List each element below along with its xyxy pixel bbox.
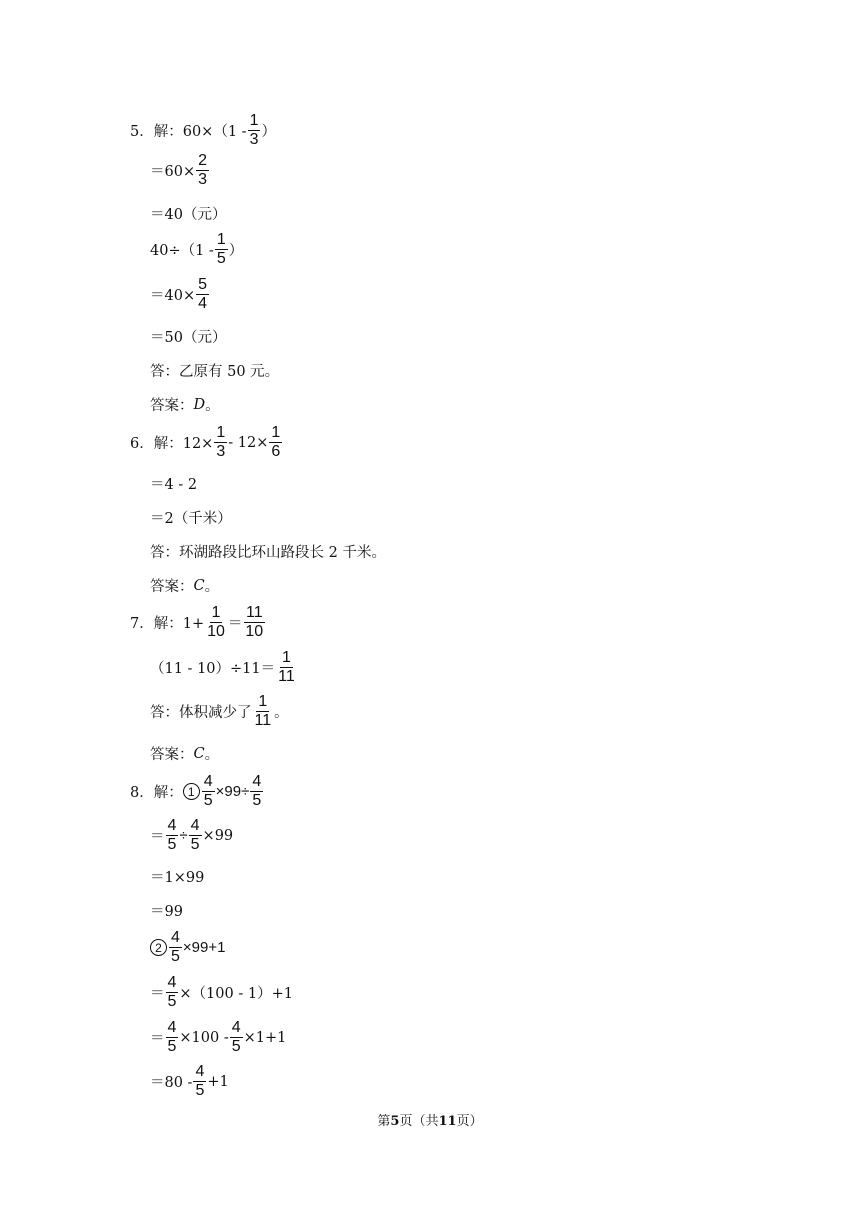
sol8-line7: ＝ $\frac{4}{5}$ ×100 - $\frac{4}{5}$ ×1+1 xyxy=(150,1019,287,1055)
sol6-answer: 答：环湖路段比环山路段长 2 千米。 xyxy=(150,545,386,561)
sol5-choice: 答案： D 。 xyxy=(150,396,220,414)
sol5-line4: 40÷（1 - $\frac{1}{5}$ ） xyxy=(150,231,244,267)
sol8-line1: 8．解： 1 $\frac{4}{5}$ ×99÷ $\frac{4}{5}$ xyxy=(130,773,262,809)
sol5-line5: ＝40× $\frac{5}{4}$ xyxy=(150,276,208,312)
fraction: $\frac{4}{5}$ xyxy=(167,817,177,853)
fraction: $\frac{2}{3}$ xyxy=(198,152,208,188)
circled-number-1: 1 xyxy=(183,783,200,800)
fraction: $\frac{4}{5}$ xyxy=(171,929,180,965)
sol6-choice: 答案： C 。 xyxy=(150,577,220,595)
sol5-answer: 答：乙原有 50 元。 xyxy=(150,364,280,380)
sol5-line2: ＝60× $\frac{2}{3}$ xyxy=(150,152,208,188)
page-footer: 第5页（共11页） xyxy=(377,1114,483,1129)
sol5-head: 5．解：60×（1 - xyxy=(130,124,247,140)
sol5-line3: ＝40（元） xyxy=(150,207,227,223)
sol6-line1: 6．解：12× $\frac{1}{3}$ - 12× $\frac{1}{6}$ xyxy=(130,424,281,460)
fraction: $\frac{5}{4}$ xyxy=(198,276,208,312)
fraction: $\frac{4}{5}$ xyxy=(231,1019,241,1055)
sol8-line8: ＝80 - $\frac{4}{5}$ +1 xyxy=(150,1063,229,1099)
fraction: $\frac{1}{5}$ xyxy=(216,231,226,267)
circled-number-2: 2 xyxy=(150,939,167,956)
sol7-line2: （11 - 10）÷11＝ $\frac{1}{11}$ xyxy=(150,649,295,685)
sol7-answer: 答：体积减少了 $\frac{1}{11}$ 。 xyxy=(150,693,289,729)
fraction: $\frac{4}{5}$ xyxy=(190,817,200,853)
fraction: $\frac{4}{5}$ xyxy=(167,1019,177,1055)
fraction: $\frac{4}{5}$ xyxy=(167,974,177,1010)
sol5-line6: ＝50（元） xyxy=(150,330,227,346)
sol6-line2: ＝4 - 2 xyxy=(150,477,198,493)
page-total: 11 xyxy=(438,1114,457,1129)
sol8-line2: ＝ $\frac{4}{5}$ ÷ $\frac{4}{5}$ ×99 xyxy=(150,817,234,853)
sol7-choice: 答案： C 。 xyxy=(150,745,220,763)
page-number: 5 xyxy=(390,1114,400,1129)
fraction: $\frac{1}{10}$ xyxy=(207,604,225,640)
fraction: $\frac{11}{10}$ xyxy=(245,604,264,640)
sol8-line4: ＝99 xyxy=(150,904,183,920)
sol5-line1: 5．解：60×（1 - $\frac{1}{3}$ ） xyxy=(130,112,276,148)
fraction: $\frac{1}{11}$ xyxy=(278,649,295,685)
sol8-line5: 2 $\frac{4}{5}$ ×99+1 xyxy=(150,930,225,965)
fraction: $\frac{1}{3}$ xyxy=(249,112,259,148)
fraction: $\frac{4}{5}$ xyxy=(252,773,262,809)
sol8-line6: ＝ $\frac{4}{5}$ ×（100 - 1）+1 xyxy=(150,974,293,1010)
fraction: $\frac{4}{5}$ xyxy=(203,773,213,809)
fraction: $\frac{1}{11}$ xyxy=(254,693,272,729)
fraction: $\frac{4}{5}$ xyxy=(195,1063,205,1099)
sol6-line3: ＝2（千米） xyxy=(150,511,232,527)
sol8-line3: ＝1×99 xyxy=(150,870,205,886)
fraction: $\frac{1}{3}$ xyxy=(216,424,226,460)
fraction: $\frac{1}{6}$ xyxy=(271,424,281,460)
sol7-line1: 7．解：1+ $\frac{1}{10}$ ＝ $\frac{11}{10}$ xyxy=(130,604,264,640)
